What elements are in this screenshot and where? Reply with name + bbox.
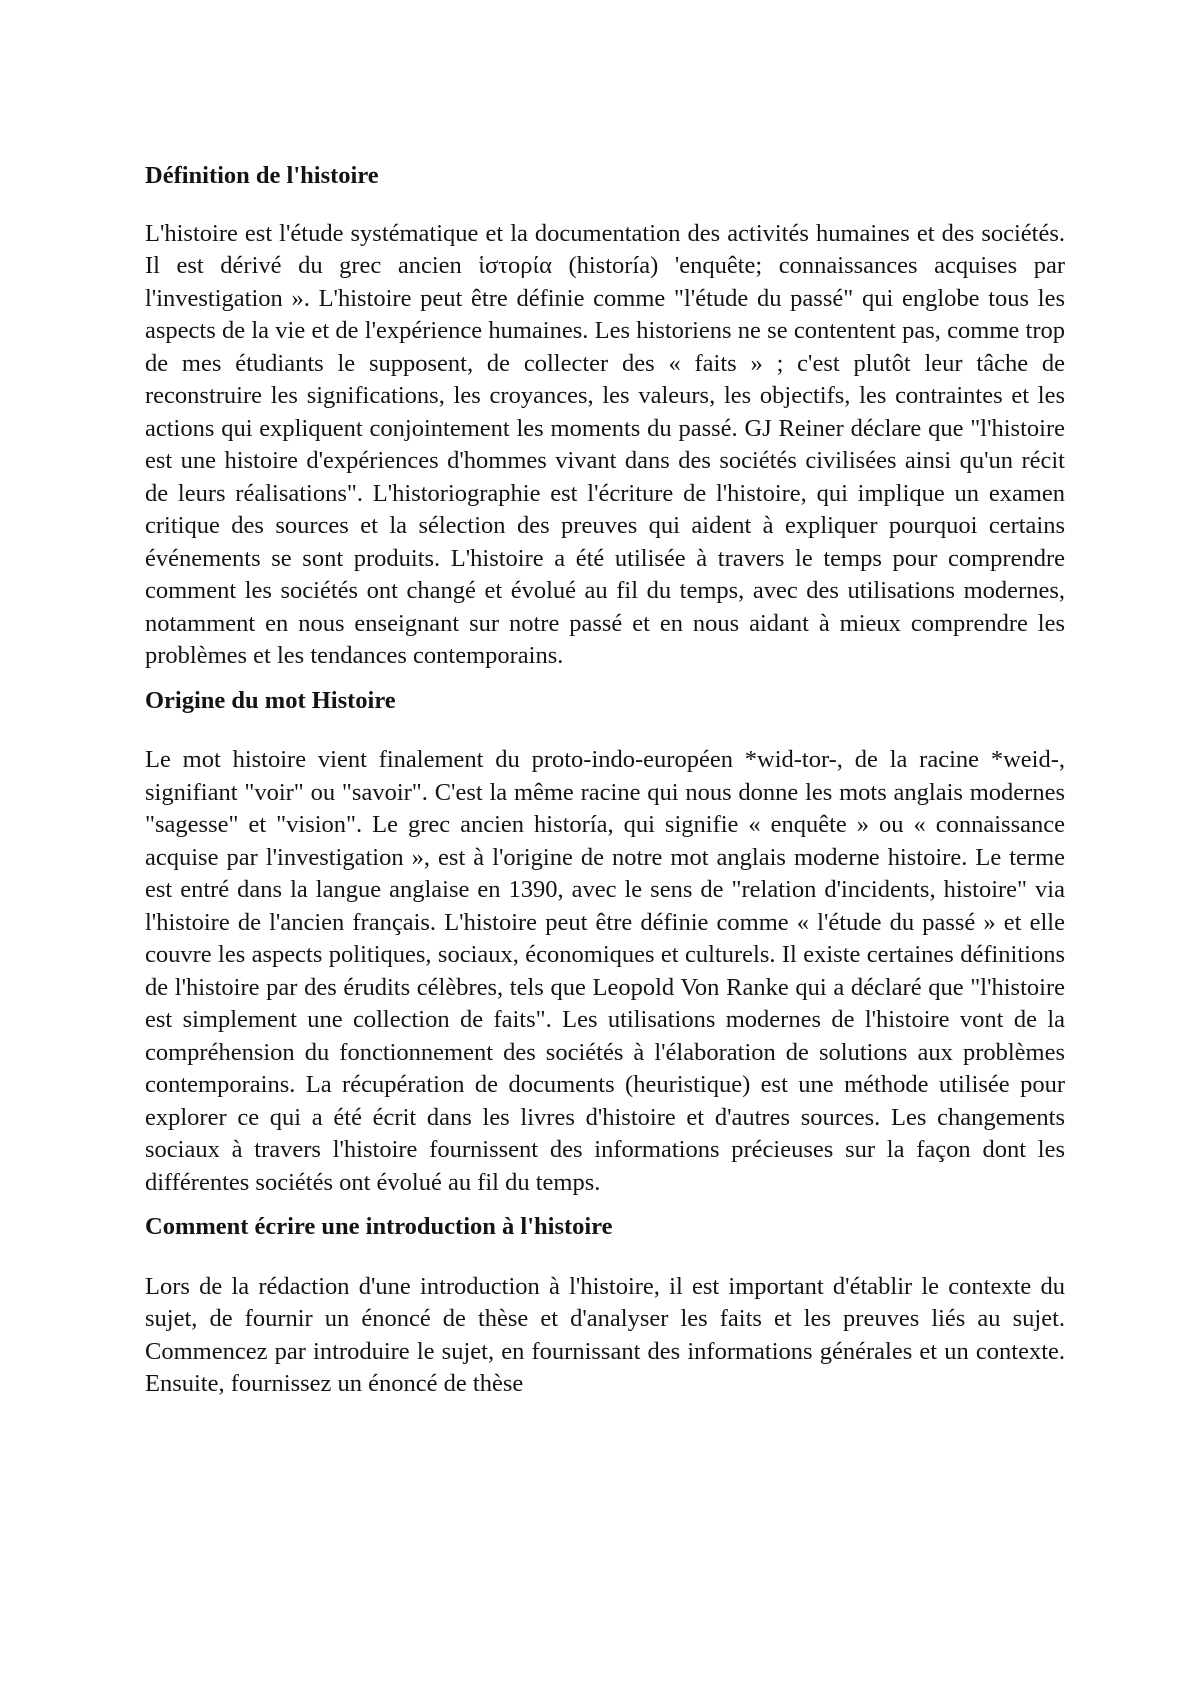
section-paragraph-definition: L'histoire est l'étude systématique et la documentation des activités humaines et des sociétés. Il est dérivé du grec ancien ἱστορία (historía) 'enquête; connaissances acquises par l'investigation ». L'histoire peut être définie comme "l'étude du passé" qui englobe tous les aspects de la vie et de l'expérience humaines. Les historiens ne se contentent pas, comme trop de mes étudiants le supposent, de collecter des « faits » ; c'est plutôt leur tâche de reconstruire les significations, les croyances, les valeurs, les objectifs, les contraintes et les actions qui expliquent conjointement les moments du passé. GJ Reiner déclare que "l'histoire est une histoire d'expériences d'hommes vivant dans des sociétés civilisées ainsi qu'un récit de leurs réalisations". L'historiographie est l'écriture de l'histoire, qui implique un examen critique des sources et la sélection des preuves qui aident à expliquer pourquoi certains événements se sont produits. L'histoire a été utilisée à travers le temps pour comprendre comment les sociétés ont changé et évolué au fil du temps, avec des utilisations modernes, notamment en nous enseignant sur notre passé et en nous aidant à mieux comprendre les problèmes et les tendances contemporains. [145, 219, 1065, 669]
section-paragraph-origine: Le mot histoire vient finalement du proto-indo-européen *wid-tor-, de la racine *weid-, signifiant "voir" ou "savoir". C'est la même racine qui nous donne les mots anglais modernes "sagesse" et "vision". Le grec ancien historía, qui signifie « enquête » ou « connaissance acquise par l'investigation », est à l'origine de notre mot anglais moderne histoire. Le terme est entré dans la langue anglaise en 1390, avec le sens de "relation d'incidents, histoire" via l'histoire de l'ancien français. L'histoire peut être définie comme « l'étude du passé » et elle couvre les aspects politiques, sociaux, économiques et culturels. Il existe certaines définitions de l'histoire par des érudits célèbres, tels que Leopold Von Ranke qui a déclaré que "l'histoire est simplement une collection de faits". Les utilisations modernes de l'histoire vont de la compréhension du fonctionnement des sociétés à l'élaboration de solutions aux problèmes contemporains. La récupération de documents (heuristique) est une méthode utilisée pour explorer ce qui a été écrit dans les livres d'histoire et d'autres sources. Les changements sociaux à travers l'histoire fournissent des informations précieuses sur la façon dont les différentes sociétés ont évolué au fil du temps. [145, 746, 1065, 1196]
section-heading-introduction: Comment écrire une introduction à l'histoire [145, 1213, 613, 1240]
section-paragraph-introduction: Lors de la rédaction d'une introduction à l'histoire, il est important d'établir le contexte du sujet, de fournir un énoncé de thèse et d'analyser les faits et les preuves liés au sujet. Commencez par introduire le sujet, en fournissant des informations générales et un contexte. Ensuite, fournissez un énoncé de thèse [145, 1272, 1065, 1397]
section-heading-definition: Définition de l'histoire [145, 162, 379, 189]
section-heading-origine: Origine du mot Histoire [145, 686, 396, 714]
document-page [145, 160, 1065, 1401]
